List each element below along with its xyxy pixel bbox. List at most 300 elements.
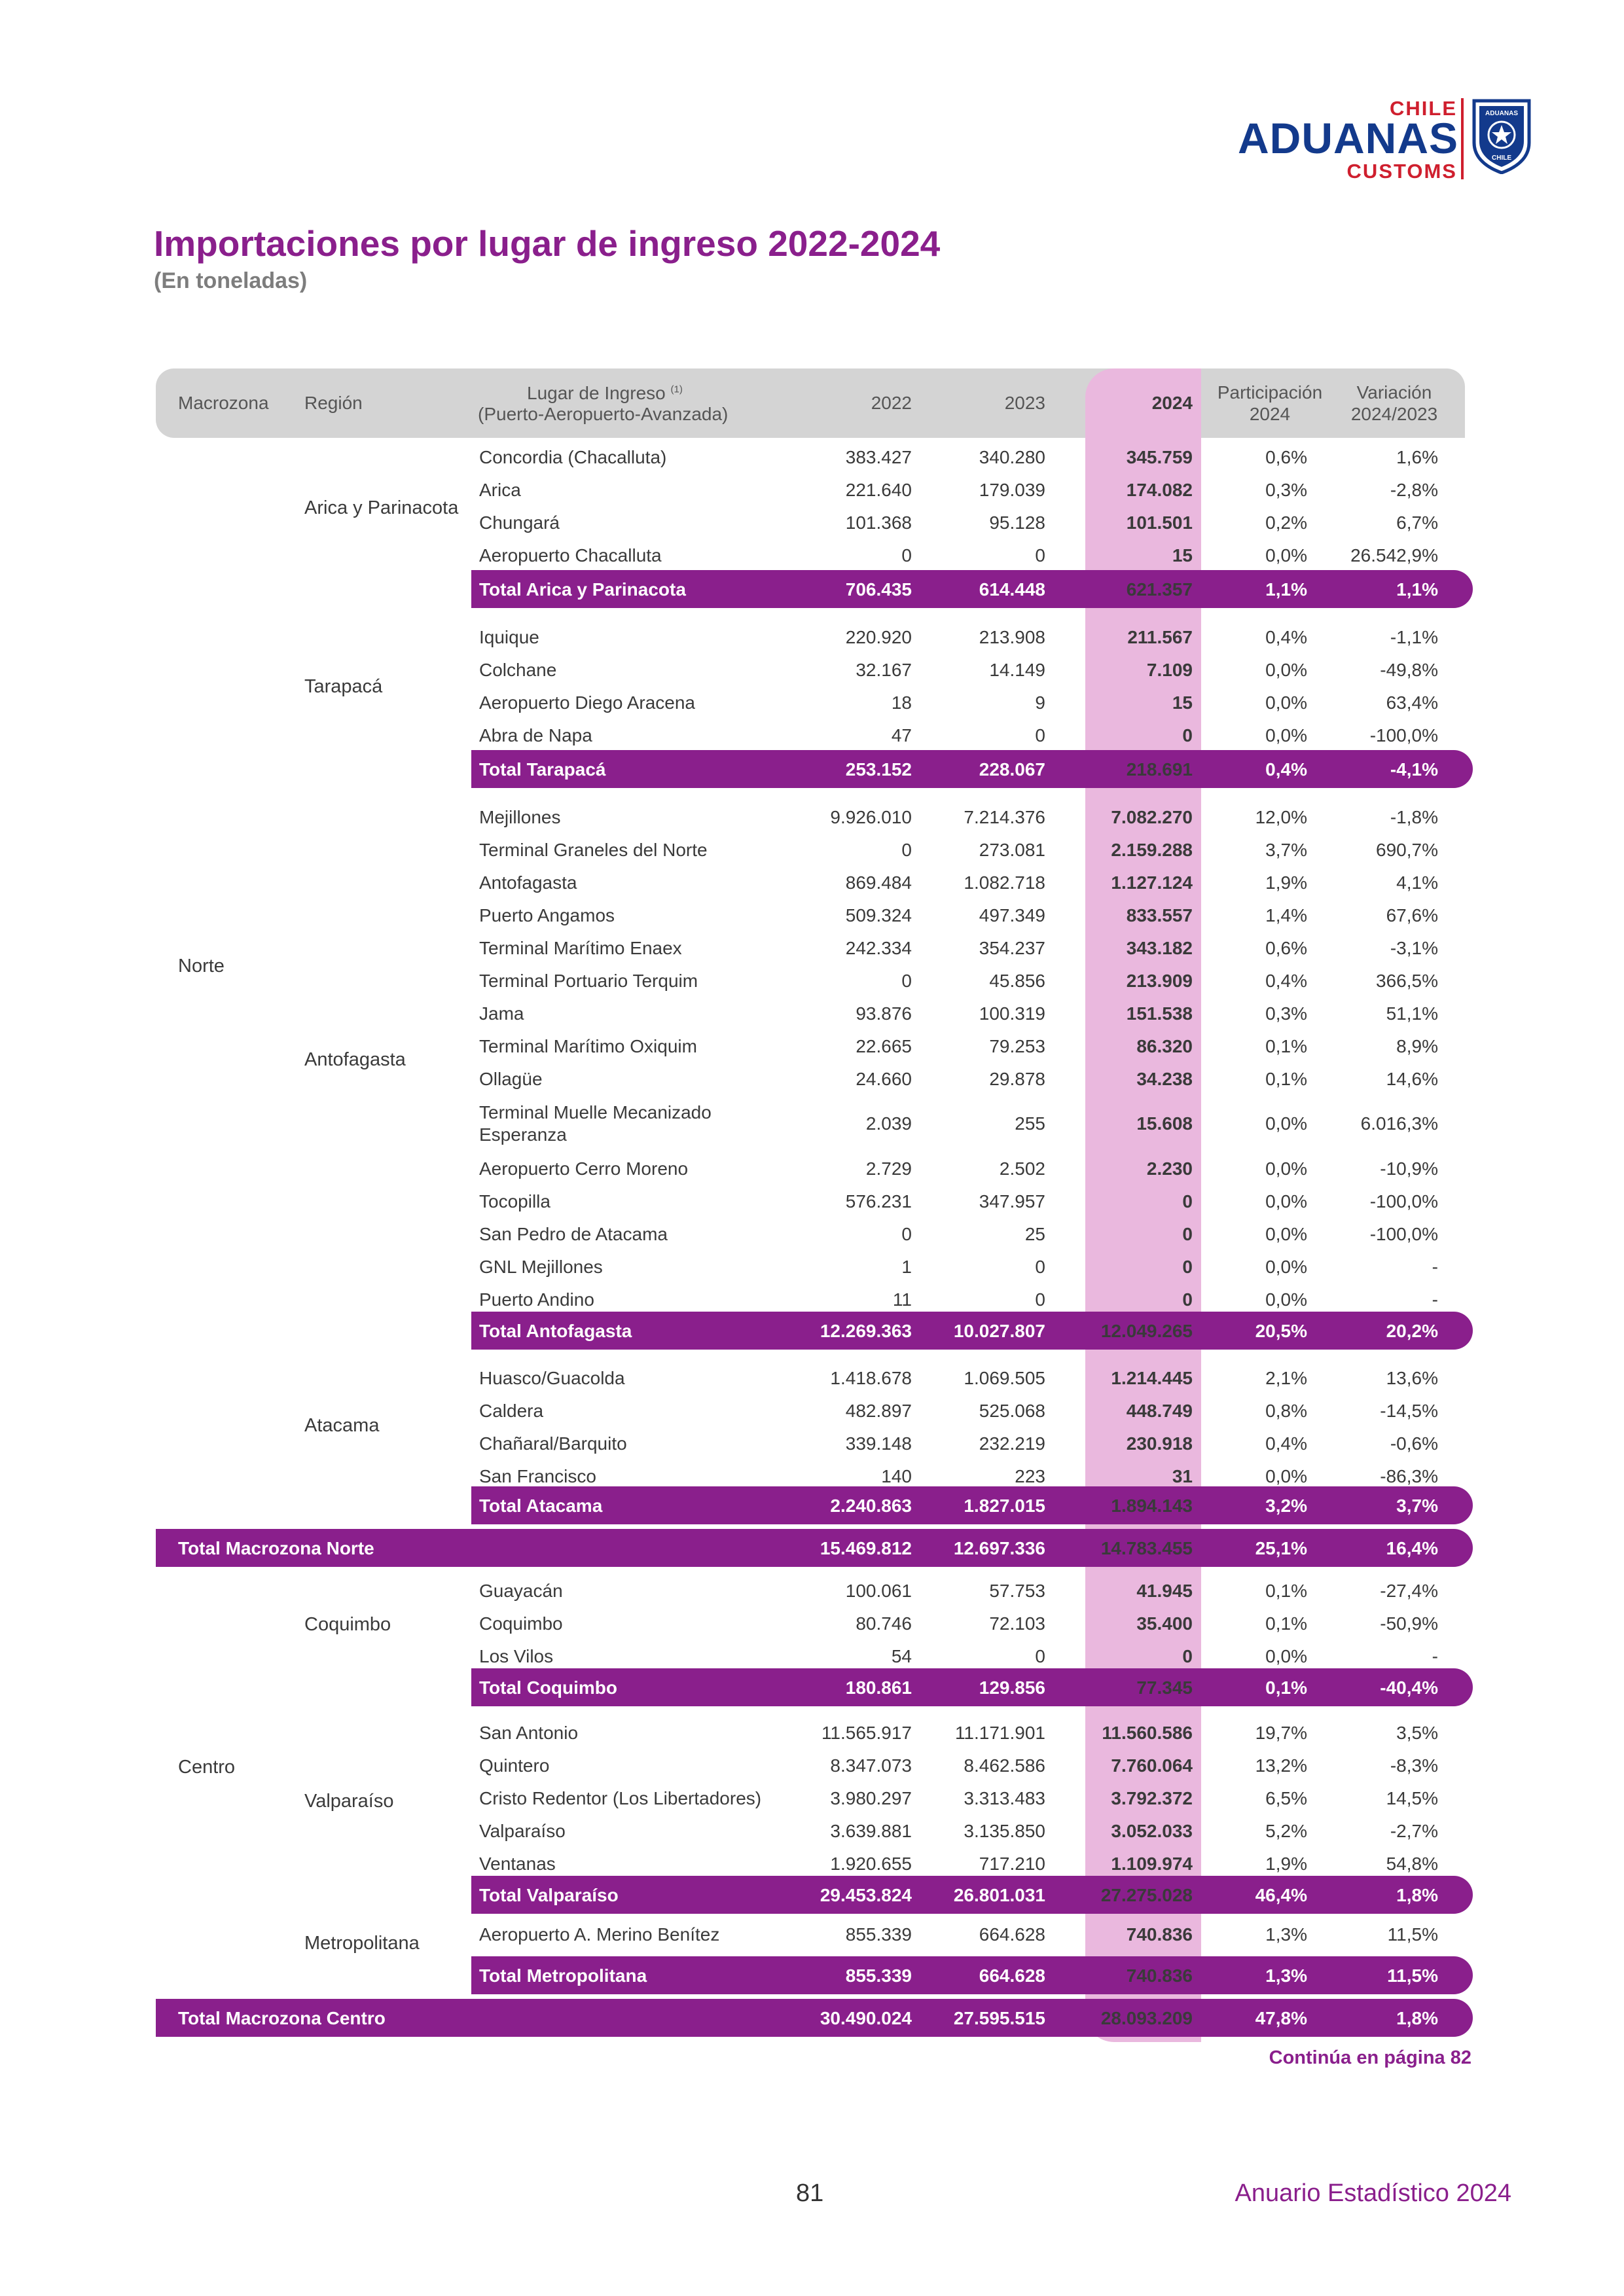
cell-part: 0,3% bbox=[1265, 1003, 1307, 1024]
lugar-name-line1: Terminal Muelle Mecanizado bbox=[479, 1102, 712, 1122]
cell-v22: 2.729 bbox=[865, 1158, 912, 1179]
cell-v24: 174.082 bbox=[1126, 480, 1193, 500]
cell-v23: 228.067 bbox=[979, 759, 1045, 780]
lugar-name: Guayacán bbox=[479, 1581, 563, 1601]
header-2023: 2023 bbox=[1004, 393, 1045, 413]
cell-v24: 833.557 bbox=[1126, 905, 1193, 925]
lugar-name: Valparaíso bbox=[479, 1821, 566, 1841]
lugar-name: Huasco/Guacolda bbox=[479, 1368, 625, 1388]
logo-divider bbox=[1461, 98, 1464, 179]
page-title: Importaciones por lugar de ingreso 2022-2024 bbox=[154, 223, 941, 264]
cell-v22: 1.920.655 bbox=[830, 1854, 912, 1874]
total-row-label: Total Macrozona Norte bbox=[178, 1538, 374, 1558]
cell-var: 11,5% bbox=[1387, 1924, 1438, 1945]
cell-v22: 22.665 bbox=[856, 1036, 912, 1056]
cell-v23: 3.135.850 bbox=[964, 1821, 1045, 1841]
cell-v22: 869.484 bbox=[845, 872, 912, 893]
cell-part: 0,8% bbox=[1265, 1401, 1307, 1421]
cell-v22: 2.240.863 bbox=[830, 1496, 912, 1516]
cell-var: 54,8% bbox=[1386, 1854, 1438, 1874]
header-variacion-line1: Variación bbox=[1356, 382, 1432, 403]
cell-part: 47,8% bbox=[1255, 2008, 1307, 2028]
cell-v22: 482.897 bbox=[845, 1401, 912, 1421]
header-lugar-footnote: (1) bbox=[670, 384, 683, 395]
cell-part: 0,4% bbox=[1265, 971, 1307, 991]
lugar-name: Puerto Angamos bbox=[479, 905, 615, 925]
cell-v23: 0 bbox=[1035, 1289, 1045, 1310]
header-variacion-line2: 2024/2023 bbox=[1350, 404, 1438, 424]
cell-v22: 0 bbox=[901, 971, 912, 991]
total-row-label: Total Antofagasta bbox=[479, 1321, 632, 1341]
lugar-name: Iquique bbox=[479, 627, 539, 647]
cell-var: -14,5% bbox=[1380, 1401, 1438, 1421]
cell-v24: 2.159.288 bbox=[1111, 840, 1193, 860]
cell-var: -100,0% bbox=[1369, 1191, 1438, 1211]
cell-v22: 100.061 bbox=[845, 1581, 912, 1601]
header-macrozona: Macrozona bbox=[178, 393, 269, 413]
cell-v23: 347.957 bbox=[979, 1191, 1045, 1211]
lugar-name: Terminal Graneles del Norte bbox=[479, 840, 708, 860]
cell-var: -10,9% bbox=[1380, 1158, 1438, 1179]
cell-v24: 448.749 bbox=[1126, 1401, 1193, 1421]
cell-v24: 0 bbox=[1182, 1257, 1193, 1277]
cell-v23: 29.878 bbox=[989, 1069, 1045, 1089]
cell-var: 20,2% bbox=[1386, 1321, 1438, 1341]
cell-var: -0,6% bbox=[1390, 1433, 1438, 1454]
region-antofagasta-label: Antofagasta bbox=[304, 1049, 406, 1070]
region-arica-label: Arica y Parinacota bbox=[304, 497, 459, 518]
aduanas-logo bbox=[1231, 97, 1538, 182]
header-region: Región bbox=[304, 393, 363, 413]
cell-v24: 27.275.028 bbox=[1100, 1885, 1193, 1905]
header-participacion-line1: Participación bbox=[1217, 382, 1323, 403]
cell-part: 0,1% bbox=[1265, 1036, 1307, 1056]
cell-v24: 15 bbox=[1172, 545, 1193, 565]
lugar-name: Ollagüe bbox=[479, 1069, 543, 1089]
cell-v22: 24.660 bbox=[856, 1069, 912, 1089]
cell-v24: 345.759 bbox=[1126, 447, 1193, 467]
cell-part: 1,1% bbox=[1265, 579, 1307, 600]
lugar-name bbox=[479, 1102, 712, 1146]
cell-v22: 32.167 bbox=[856, 660, 912, 680]
cell-v24: 211.567 bbox=[1127, 627, 1193, 647]
cell-v24: 86.320 bbox=[1136, 1036, 1193, 1056]
cell-v24: 35.400 bbox=[1136, 1613, 1193, 1634]
cell-v23: 614.448 bbox=[979, 579, 1045, 600]
cell-part: 0,4% bbox=[1265, 1433, 1307, 1454]
cell-v23: 0 bbox=[1035, 725, 1045, 745]
total-row-label: Total Macrozona Centro bbox=[178, 2008, 386, 2028]
cell-v23: 14.149 bbox=[989, 660, 1045, 680]
cell-var: -27,4% bbox=[1380, 1581, 1438, 1601]
page-number: 81 bbox=[796, 2179, 824, 2207]
cell-var: 16,4% bbox=[1386, 1538, 1438, 1558]
cell-v24: 15.608 bbox=[1136, 1113, 1193, 1134]
svg-text:ADUANAS: ADUANAS bbox=[1485, 110, 1518, 117]
cell-part: 0,0% bbox=[1265, 545, 1307, 565]
cell-v23: 0 bbox=[1035, 1646, 1045, 1666]
cell-v22: 221.640 bbox=[845, 480, 912, 500]
cell-v22: 383.427 bbox=[845, 447, 912, 467]
cell-v22: 30.490.024 bbox=[820, 2008, 912, 2028]
cell-part: 0,2% bbox=[1265, 512, 1307, 533]
lugar-name-line2: Esperanza bbox=[479, 1124, 567, 1145]
cell-var: -8,3% bbox=[1390, 1755, 1438, 1776]
cell-v24: 3.792.372 bbox=[1111, 1788, 1193, 1808]
lugar-name: Aeropuerto Diego Aracena bbox=[479, 692, 695, 713]
cell-v24: 1.894.143 bbox=[1111, 1496, 1193, 1516]
cell-v23: 25 bbox=[1024, 1224, 1045, 1244]
cell-v22: 242.334 bbox=[845, 938, 912, 958]
shield-icon bbox=[1470, 97, 1533, 174]
cell-var: -4,1% bbox=[1390, 759, 1438, 780]
cell-var: 1,6% bbox=[1396, 447, 1438, 467]
cell-part: 0,0% bbox=[1265, 1257, 1307, 1277]
cell-v23: 26.801.031 bbox=[953, 1885, 1045, 1905]
header-participacion bbox=[1211, 382, 1329, 425]
cell-v22: 0 bbox=[901, 545, 912, 565]
cell-v22: 93.876 bbox=[856, 1003, 912, 1024]
cell-part: 20,5% bbox=[1255, 1321, 1307, 1341]
cell-part: 0,6% bbox=[1265, 447, 1307, 467]
cell-v24: 77.345 bbox=[1136, 1677, 1193, 1698]
lugar-name: Terminal Marítimo Enaex bbox=[479, 938, 682, 958]
cell-part: 0,0% bbox=[1265, 1191, 1307, 1211]
region-coquimbo-label: Coquimbo bbox=[304, 1614, 391, 1635]
cell-var: 67,6% bbox=[1386, 905, 1438, 925]
cell-v23: 0 bbox=[1035, 1257, 1045, 1277]
cell-v24: 213.909 bbox=[1126, 971, 1193, 991]
lugar-name: Colchane bbox=[479, 660, 557, 680]
header-lugar-title: Lugar de Ingreso bbox=[527, 383, 666, 403]
cell-v22: 47 bbox=[891, 725, 912, 745]
header-2022: 2022 bbox=[871, 393, 912, 413]
cell-v22: 0 bbox=[901, 1224, 912, 1244]
cell-part: 0,0% bbox=[1265, 660, 1307, 680]
lugar-name: San Antonio bbox=[479, 1723, 579, 1743]
region-tarapaca-label: Tarapacá bbox=[304, 676, 383, 697]
cell-v22: 855.339 bbox=[845, 1965, 912, 1986]
cell-v23: 1.082.718 bbox=[964, 872, 1045, 893]
cell-var: 51,1% bbox=[1386, 1003, 1438, 1024]
cell-part: 6,5% bbox=[1265, 1788, 1307, 1808]
cell-var: 1,8% bbox=[1396, 2008, 1438, 2028]
lugar-name: Aeropuerto A. Merino Benítez bbox=[479, 1924, 720, 1945]
cell-part: 13,2% bbox=[1255, 1755, 1307, 1776]
logo-chile-text: CHILE bbox=[1390, 97, 1457, 120]
cell-v22: 855.339 bbox=[845, 1924, 912, 1945]
cell-v23: 664.628 bbox=[979, 1965, 1045, 1986]
cell-v22: 80.746 bbox=[856, 1613, 912, 1634]
cell-v24: 218.691 bbox=[1126, 759, 1193, 780]
cell-v23: 100.319 bbox=[979, 1003, 1045, 1024]
cell-v24: 740.836 bbox=[1126, 1924, 1193, 1945]
lugar-name: Aeropuerto Cerro Moreno bbox=[479, 1158, 689, 1179]
cell-v23: 129.856 bbox=[979, 1677, 1045, 1698]
logo-aduanas-text: ADUANAS bbox=[1238, 114, 1458, 162]
cell-var: 3,7% bbox=[1396, 1496, 1438, 1516]
cell-v23: 8.462.586 bbox=[964, 1755, 1045, 1776]
cell-part: 1,4% bbox=[1265, 905, 1307, 925]
cell-v22: 339.148 bbox=[845, 1433, 912, 1454]
cell-v23: 179.039 bbox=[979, 480, 1045, 500]
macrozona-norte-label: Norte bbox=[178, 956, 225, 977]
cell-v24: 101.501 bbox=[1126, 512, 1193, 533]
cell-v24: 621.357 bbox=[1126, 579, 1193, 600]
lugar-name: Terminal Portuario Terquim bbox=[479, 971, 698, 991]
cell-v24: 28.093.209 bbox=[1100, 2008, 1193, 2028]
cell-part: 0,6% bbox=[1265, 938, 1307, 958]
cell-part: 0,4% bbox=[1265, 759, 1307, 780]
cell-v24: 15 bbox=[1172, 692, 1193, 713]
cell-v22: 3.639.881 bbox=[830, 1821, 912, 1841]
cell-var: - bbox=[1432, 1289, 1438, 1310]
cell-var: - bbox=[1432, 1257, 1438, 1277]
cell-v23: 232.219 bbox=[979, 1433, 1045, 1454]
lugar-name: Quintero bbox=[479, 1755, 550, 1776]
cell-v23: 11.171.901 bbox=[954, 1723, 1045, 1743]
cell-var: -2,7% bbox=[1390, 1821, 1438, 1841]
cell-var: 26.542,9% bbox=[1350, 545, 1438, 565]
cell-v22: 509.324 bbox=[845, 905, 912, 925]
header-lugar bbox=[478, 383, 728, 425]
lugar-name: Chañaral/Barquito bbox=[479, 1433, 627, 1454]
cell-var: -1,1% bbox=[1390, 627, 1438, 647]
cell-part: 25,1% bbox=[1255, 1538, 1307, 1558]
lugar-name: Aeropuerto Chacalluta bbox=[479, 545, 662, 565]
svg-text:CHILE: CHILE bbox=[1492, 154, 1511, 162]
cell-v24: 12.049.265 bbox=[1100, 1321, 1193, 1341]
cell-part: 5,2% bbox=[1265, 1821, 1307, 1841]
cell-part: 0,3% bbox=[1265, 480, 1307, 500]
header-2024: 2024 bbox=[1151, 393, 1193, 413]
header-participacion-line2: 2024 bbox=[1249, 404, 1291, 424]
cell-v23: 273.081 bbox=[979, 840, 1045, 860]
cell-part: 0,4% bbox=[1265, 627, 1307, 647]
cell-v24: 14.783.455 bbox=[1100, 1538, 1193, 1558]
cell-v24: 7.109 bbox=[1146, 660, 1193, 680]
continua-note: Continúa en página 82 bbox=[1269, 2047, 1471, 2068]
cell-var: -2,8% bbox=[1390, 480, 1438, 500]
cell-part: 0,1% bbox=[1265, 1677, 1307, 1698]
cell-part: 0,1% bbox=[1265, 1581, 1307, 1601]
cell-var: 690,7% bbox=[1376, 840, 1438, 860]
cell-var: 1,1% bbox=[1396, 579, 1438, 600]
cell-v23: 45.856 bbox=[989, 971, 1045, 991]
cell-var: -86,3% bbox=[1380, 1466, 1438, 1486]
cell-v22: 8.347.073 bbox=[830, 1755, 912, 1776]
lugar-name: San Francisco bbox=[479, 1466, 596, 1486]
cell-part: 0,0% bbox=[1265, 1466, 1307, 1486]
cell-var: 1,8% bbox=[1396, 1885, 1438, 1905]
cell-part: 1,9% bbox=[1265, 1854, 1307, 1874]
cell-part: 1,3% bbox=[1265, 1924, 1307, 1945]
cell-part: 3,2% bbox=[1265, 1496, 1307, 1516]
cell-v22: 2.039 bbox=[865, 1113, 912, 1134]
cell-part: 0,0% bbox=[1265, 1224, 1307, 1244]
lugar-name: Jama bbox=[479, 1003, 524, 1024]
cell-v24: 2.230 bbox=[1146, 1158, 1193, 1179]
cell-v23: 72.103 bbox=[989, 1613, 1045, 1634]
cell-v23: 9 bbox=[1035, 692, 1045, 713]
cell-v22: 0 bbox=[901, 840, 912, 860]
cell-v23: 1.069.505 bbox=[964, 1368, 1045, 1388]
cell-v22: 54 bbox=[891, 1646, 912, 1666]
cell-v24: 0 bbox=[1182, 725, 1193, 745]
cell-part: 0,0% bbox=[1265, 1158, 1307, 1179]
cell-var: 14,6% bbox=[1386, 1069, 1438, 1089]
lugar-name: Tocopilla bbox=[479, 1191, 550, 1211]
lugar-name: Terminal Marítimo Oxiquim bbox=[479, 1036, 697, 1056]
cell-v24: 34.238 bbox=[1136, 1069, 1193, 1089]
cell-var: 4,1% bbox=[1396, 872, 1438, 893]
total-row-label: Total Arica y Parinacota bbox=[479, 579, 686, 600]
lugar-name: Abra de Napa bbox=[479, 725, 592, 745]
lugar-name: Coquimbo bbox=[479, 1613, 563, 1634]
cell-var: -40,4% bbox=[1380, 1677, 1438, 1698]
cell-v24: 1.109.974 bbox=[1111, 1854, 1193, 1874]
cell-part: 2,1% bbox=[1265, 1368, 1307, 1388]
cell-v23: 79.253 bbox=[989, 1036, 1045, 1056]
cell-v23: 3.313.483 bbox=[964, 1788, 1045, 1808]
cell-part: 1,9% bbox=[1265, 872, 1307, 893]
cell-v22: 1.418.678 bbox=[830, 1368, 912, 1388]
cell-var: -1,8% bbox=[1390, 807, 1438, 827]
lugar-name: GNL Mejillones bbox=[479, 1257, 603, 1277]
cell-v23: 213.908 bbox=[979, 627, 1045, 647]
total-row-label: Total Coquimbo bbox=[479, 1677, 617, 1698]
cell-part: 0,1% bbox=[1265, 1069, 1307, 1089]
cell-part: 0,0% bbox=[1265, 725, 1307, 745]
lugar-name: Concordia (Chacalluta) bbox=[479, 447, 667, 467]
footer-title: Anuario Estadístico 2024 bbox=[1235, 2179, 1511, 2207]
total-row-label: Total Atacama bbox=[479, 1496, 603, 1516]
cell-var: 11,5% bbox=[1387, 1965, 1438, 1986]
cell-v24: 3.052.033 bbox=[1111, 1821, 1193, 1841]
lugar-name: Cristo Redentor (Los Libertadores) bbox=[479, 1788, 762, 1808]
cell-var: 63,4% bbox=[1386, 692, 1438, 713]
cell-v23: 354.237 bbox=[979, 938, 1045, 958]
cell-v23: 95.128 bbox=[989, 512, 1045, 533]
cell-v24: 0 bbox=[1182, 1646, 1193, 1666]
cell-v22: 12.269.363 bbox=[820, 1321, 912, 1341]
header-variacion bbox=[1335, 382, 1453, 425]
total-row-label: Total Metropolitana bbox=[479, 1965, 647, 1986]
lugar-name: Puerto Andino bbox=[479, 1289, 594, 1310]
cell-v22: 180.861 bbox=[845, 1677, 912, 1698]
lugar-name: Mejillones bbox=[479, 807, 561, 827]
cell-v23: 340.280 bbox=[979, 447, 1045, 467]
cell-v23: 664.628 bbox=[979, 1924, 1045, 1945]
cell-v23: 57.753 bbox=[989, 1581, 1045, 1601]
cell-part: 0,0% bbox=[1265, 1646, 1307, 1666]
region-atacama-label: Atacama bbox=[304, 1415, 380, 1436]
cell-v23: 255 bbox=[1015, 1113, 1045, 1134]
region-metropolitana-label: Metropolitana bbox=[304, 1933, 420, 1954]
cell-v23: 223 bbox=[1015, 1466, 1045, 1486]
cell-v22: 18 bbox=[891, 692, 912, 713]
cell-v22: 253.152 bbox=[845, 759, 912, 780]
cell-part: 0,0% bbox=[1265, 1289, 1307, 1310]
lugar-name: Caldera bbox=[479, 1401, 544, 1421]
cell-var: - bbox=[1432, 1646, 1438, 1666]
cell-v23: 1.827.015 bbox=[964, 1496, 1045, 1516]
cell-var: -100,0% bbox=[1369, 725, 1438, 745]
cell-v24: 41.945 bbox=[1136, 1581, 1193, 1601]
cell-var: 366,5% bbox=[1376, 971, 1438, 991]
cell-var: -3,1% bbox=[1390, 938, 1438, 958]
cell-var: 8,9% bbox=[1396, 1036, 1438, 1056]
cell-v22: 9.926.010 bbox=[830, 807, 912, 827]
cell-var: 6,7% bbox=[1396, 512, 1438, 533]
cell-var: 6.016,3% bbox=[1360, 1113, 1438, 1134]
cell-part: 0,0% bbox=[1265, 1113, 1307, 1134]
cell-var: -100,0% bbox=[1369, 1224, 1438, 1244]
lugar-name: Los Vilos bbox=[479, 1646, 554, 1666]
cell-v23: 27.595.515 bbox=[953, 2008, 1045, 2028]
cell-v23: 717.210 bbox=[979, 1854, 1045, 1874]
cell-v22: 140 bbox=[881, 1466, 912, 1486]
cell-v22: 3.980.297 bbox=[830, 1788, 912, 1808]
lugar-name: Arica bbox=[479, 480, 521, 500]
cell-v24: 1.127.124 bbox=[1111, 872, 1193, 893]
cell-v24: 0 bbox=[1182, 1191, 1193, 1211]
cell-v24: 151.538 bbox=[1126, 1003, 1193, 1024]
header-lugar-subtitle: (Puerto-Aeropuerto-Avanzada) bbox=[478, 404, 729, 424]
cell-part: 3,7% bbox=[1265, 840, 1307, 860]
cell-part: 12,0% bbox=[1255, 807, 1307, 827]
cell-var: -50,9% bbox=[1380, 1613, 1438, 1634]
cell-var: 13,6% bbox=[1386, 1368, 1438, 1388]
cell-v24: 343.182 bbox=[1126, 938, 1193, 958]
cell-v22: 15.469.812 bbox=[820, 1538, 912, 1558]
lugar-name: Chungará bbox=[479, 512, 560, 533]
region-valparaiso-label: Valparaíso bbox=[304, 1791, 394, 1812]
macrozona-centro-label: Centro bbox=[178, 1757, 236, 1778]
lugar-name: San Pedro de Atacama bbox=[479, 1224, 668, 1244]
cell-v22: 220.920 bbox=[845, 627, 912, 647]
lugar-name: Ventanas bbox=[479, 1854, 556, 1874]
cell-part: 0,0% bbox=[1265, 692, 1307, 713]
cell-v24: 7.082.270 bbox=[1111, 807, 1193, 827]
cell-v24: 11.560.586 bbox=[1102, 1723, 1193, 1743]
cell-v24: 31 bbox=[1172, 1466, 1193, 1486]
cell-var: 14,5% bbox=[1386, 1788, 1438, 1808]
cell-part: 46,4% bbox=[1255, 1885, 1307, 1905]
cell-v23: 0 bbox=[1035, 545, 1045, 565]
cell-v22: 29.453.824 bbox=[820, 1885, 912, 1905]
page-subtitle: (En toneladas) bbox=[154, 268, 308, 293]
cell-var: -49,8% bbox=[1380, 660, 1438, 680]
cell-part: 1,3% bbox=[1265, 1965, 1307, 1986]
lugar-name: Antofagasta bbox=[479, 872, 577, 893]
cell-part: 19,7% bbox=[1255, 1723, 1307, 1743]
cell-part: 0,1% bbox=[1265, 1613, 1307, 1634]
cell-v23: 7.214.376 bbox=[964, 807, 1045, 827]
cell-v23: 2.502 bbox=[999, 1158, 1045, 1179]
cell-v22: 11 bbox=[892, 1289, 912, 1310]
cell-v24: 7.760.064 bbox=[1111, 1755, 1193, 1776]
cell-v23: 12.697.336 bbox=[953, 1538, 1045, 1558]
cell-var: 3,5% bbox=[1396, 1723, 1438, 1743]
cell-v22: 706.435 bbox=[845, 579, 912, 600]
cell-v24: 1.214.445 bbox=[1111, 1368, 1193, 1388]
cell-v24: 0 bbox=[1182, 1289, 1193, 1310]
cell-v24: 230.918 bbox=[1126, 1433, 1193, 1454]
cell-v24: 0 bbox=[1182, 1224, 1193, 1244]
total-row-label: Total Valparaíso bbox=[479, 1885, 619, 1905]
cell-v22: 1 bbox=[901, 1257, 912, 1277]
